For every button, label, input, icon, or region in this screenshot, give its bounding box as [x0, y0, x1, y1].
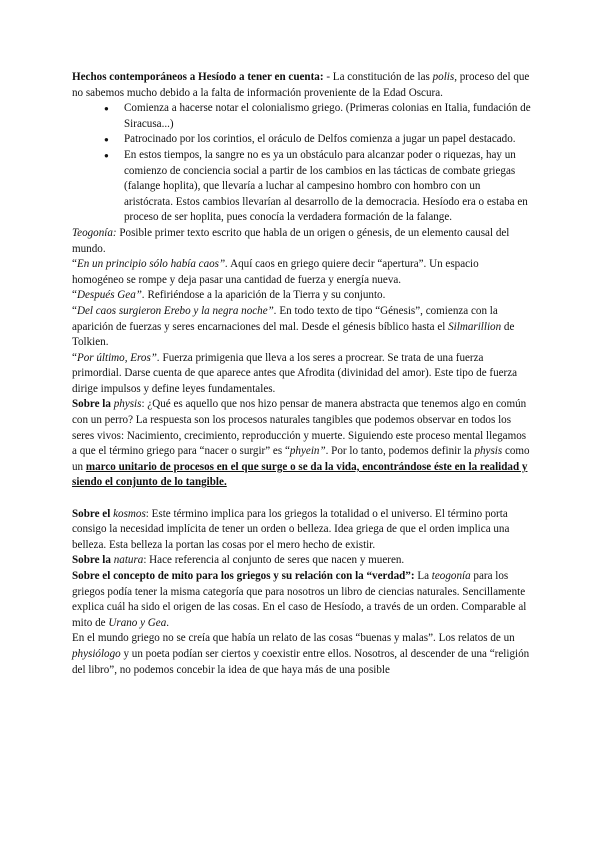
quote-eros-paragraph: “Por último, Eros”. Fuerza primigenia que lleva a los seres a procrear. Se trata de una fuerza primordial. Darse cuenta de que aparece antes que Afrodita (divinidad del amor). Este tipo de fuerza dirige impulsos y define leyes fundamentales.	[72, 351, 518, 395]
physis-paragraph: Sobre la physis: ¿Qué es aquello que nos hizo pensar de manera abstracta que tenemos algo en común con un perro? La respuesta son los procesos naturales tangibles que podemos observar en todos los seres vivos: Nacimiento, crecimiento, reproducción y muerte. Siguiendo este proceso mental llegamos a que el término griego para “nacer o surgir” es “phyein”. Por lo tanto, podemos definir la physis como un marco unitario de procesos en el que surge o se da la vida, encontrándose éste en la realidad y siendo el conjunto de lo tangible.	[72, 398, 530, 489]
mito-paragraph: Sobre el concepto de mito para los griegos y su relación con la “verdad”: La teogonía para los griegos podía tener la misma categoría que para nosotros un libro de ciencias naturales. Sencillamente explica cuál ha sido el origen de las cosas. En el caso de Hesíodo, a través de un orden. Comparable al mito de Urano y Gea.	[72, 570, 527, 629]
physis-definition: marco unitario de procesos en el que surge o se da la vida, encontrándose éste en la realidad y siendo el conjunto de lo tangible.	[72, 460, 528, 489]
kosmos-paragraph: Sobre el kosmos: Este término implica para los griegos la totalidad o el universo. El término porta consigo la necesidad implícita de tener un orden o belleza. Idea griega de que el orden implica una belleza. Esta belleza la portan las cosas por el mero hecho de existir.	[72, 507, 510, 551]
intro-heading: Hechos contemporáneos a Hesíodo a tener en cuenta:	[72, 71, 324, 83]
teogonia-paragraph: Teogonía: Posible primer texto escrito que habla de un origen o génesis, de un elemento causal del mundo.	[72, 226, 510, 255]
bullet-list	[72, 101, 532, 226]
quote-gea-paragraph: “Después Gea”. Refiriéndose a la aparición de la Tierra y su conjunto.	[72, 289, 386, 302]
list-item: ● Patrocinado por los corintios, el oráculo de Delfos comienza a jugar un papel destacado.	[124, 132, 532, 148]
paragraph-spacer	[72, 491, 532, 507]
list-item: ● Comienza a hacerse notar el colonialismo griego. (Primeras colonias en Italia, fundación de Siracusa...)	[124, 101, 532, 132]
natura-paragraph: Sobre la natura: Hace referencia al conjunto de seres que nacen y mueren.	[72, 554, 405, 567]
final-paragraph: En el mundo griego no se creía que había un relato de las cosas “buenas y malas”. Los relatos de un physiólogo y un poeta podían ser ciertos y coexistir entre ellos. Nosotros, al descender de una “religión del libro”, no podemos concebir la idea de que haya más de una posible	[72, 632, 530, 676]
quote-caos-paragraph: “En un principio sólo había caos”. Aquí caos en griego quiere decir “apertura”. Un espacio homogéneo se rompe y deja pasar una cantidad de fuerza y energía nueva.	[72, 258, 479, 286]
list-item: ● En estos tiempos, la sangre no es ya un obstáculo para alcanzar poder o riquezas, hay un comienzo de conciencia social a partir de los cambios en las tácticas de combate griegas (falange hoplita), que llevaría a luchar al campesino hombro con hombro con un aristócrata. Estos cambios llevarían al desarrollo de la democracia. Hesíodo era o estaba en proceso de ser hoplita, pues conocía la verdadera formación de la falange.	[124, 148, 532, 226]
intro-paragraph: Hechos contemporáneos a Hesíodo a tener en cuenta: - La constitución de las polis, proceso del que no sabemos mucho debido a la falta de información proveniente de la Edad Oscura.	[72, 71, 530, 99]
quote-erebo-paragraph: “Del caos surgieron Erebo y la negra noche”. En todo texto de tipo “Génesis”, comienza con la aparición de fuerzas y seres encarnaciones del mal. Desde el génesis bíblico hasta el Silmarillion de Tolkien.	[72, 304, 515, 349]
document-body	[72, 70, 532, 678]
